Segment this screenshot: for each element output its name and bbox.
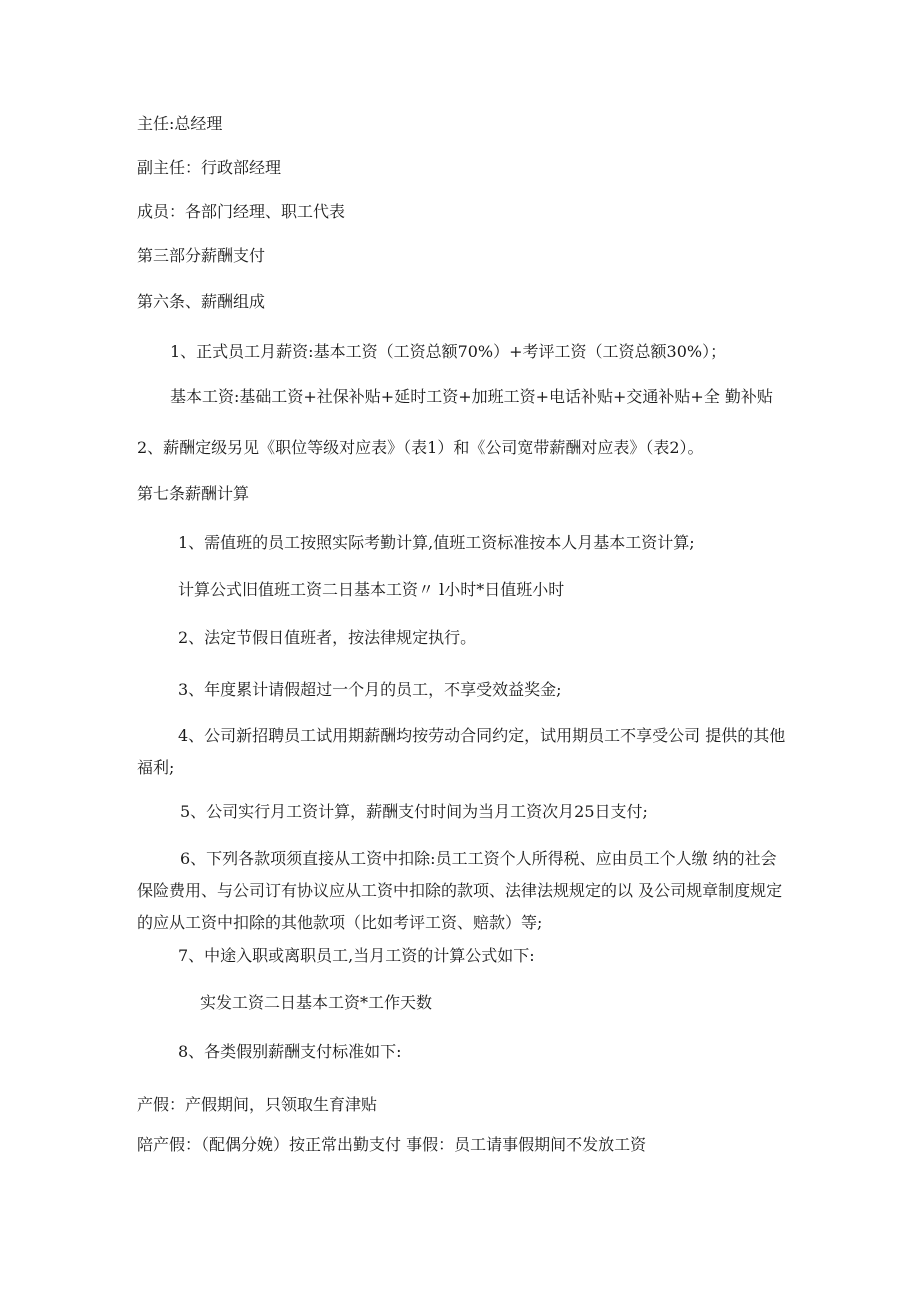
salary-composition-item-2: 2、薪酬定级另见《职位等级对应表》（表1）和《公司宽带薪酬对应表》（表2）。: [137, 438, 704, 457]
basic-salary-formula: 基本工资:基础工资+社保补贴+延时工资+加班工资+电话补贴+交通补贴+全 勤补贴: [170, 387, 773, 406]
committee-director: 主任:总经理: [137, 114, 223, 133]
article-six-heading: 第六条、薪酬组成: [137, 292, 266, 311]
article-seven-heading: 第七条薪酬计算: [137, 484, 250, 503]
calculation-item-1: 1、需值班的员工按照实际考勤计算,值班工资标准按本人月基本工资计算;: [178, 533, 695, 552]
calculation-item-6: 6、下列各款项须直接从工资中扣除:员工工资个人所得税、应由员工个人缴 纳的社会保险费用、与公司订有协议应从工资中扣除的款项、法律法规规定的以 及公司规章制度规定的应从工资中扣除的其他款项（比如考评工资、赔款）等;: [137, 849, 783, 932]
paternity-and-personal-leave-rule: 陪产假：（配偶分娩）按正常出勤支付 事假：员工请事假期间不发放工资: [137, 1135, 647, 1154]
committee-deputy-director: 副主任：行政部经理: [137, 158, 282, 177]
calculation-item-7: 7、中途入职或离职员工,当月工资的计算公式如下:: [178, 946, 535, 965]
calculation-item-3: 3、年度累计请假超过一个月的员工，不享受效益奖金;: [178, 680, 562, 699]
calculation-item-8: 8、各类假别薪酬支付标准如下:: [178, 1042, 402, 1061]
committee-members: 成员：各部门经理、职工代表: [137, 202, 346, 221]
salary-composition-item-1: 1、正式员工月薪资:基本工资（工资总额70%）+考评工资（工资总额30%）；: [170, 342, 727, 361]
calculation-item-4: 4、公司新招聘员工试用期薪酬均按劳动合同约定，试用期员工不享受公司 提供的其他福利;: [137, 726, 786, 777]
calculation-item-5: 5、公司实行月工资计算，薪酬支付时间为当月工资次月25日支付;: [180, 802, 648, 821]
duty-pay-formula: 计算公式旧值班工资二日基本工资〃 l小时*日值班小时: [178, 580, 565, 599]
part-three-heading: 第三部分薪酬支付: [137, 246, 266, 265]
calculation-item-2: 2、法定节假日值班者，按法律规定执行。: [178, 628, 477, 647]
prorated-salary-formula: 实发工资二日基本工资*工作天数: [200, 993, 433, 1012]
maternity-leave-rule: 产假：产假期间，只领取生育津贴: [137, 1095, 378, 1114]
